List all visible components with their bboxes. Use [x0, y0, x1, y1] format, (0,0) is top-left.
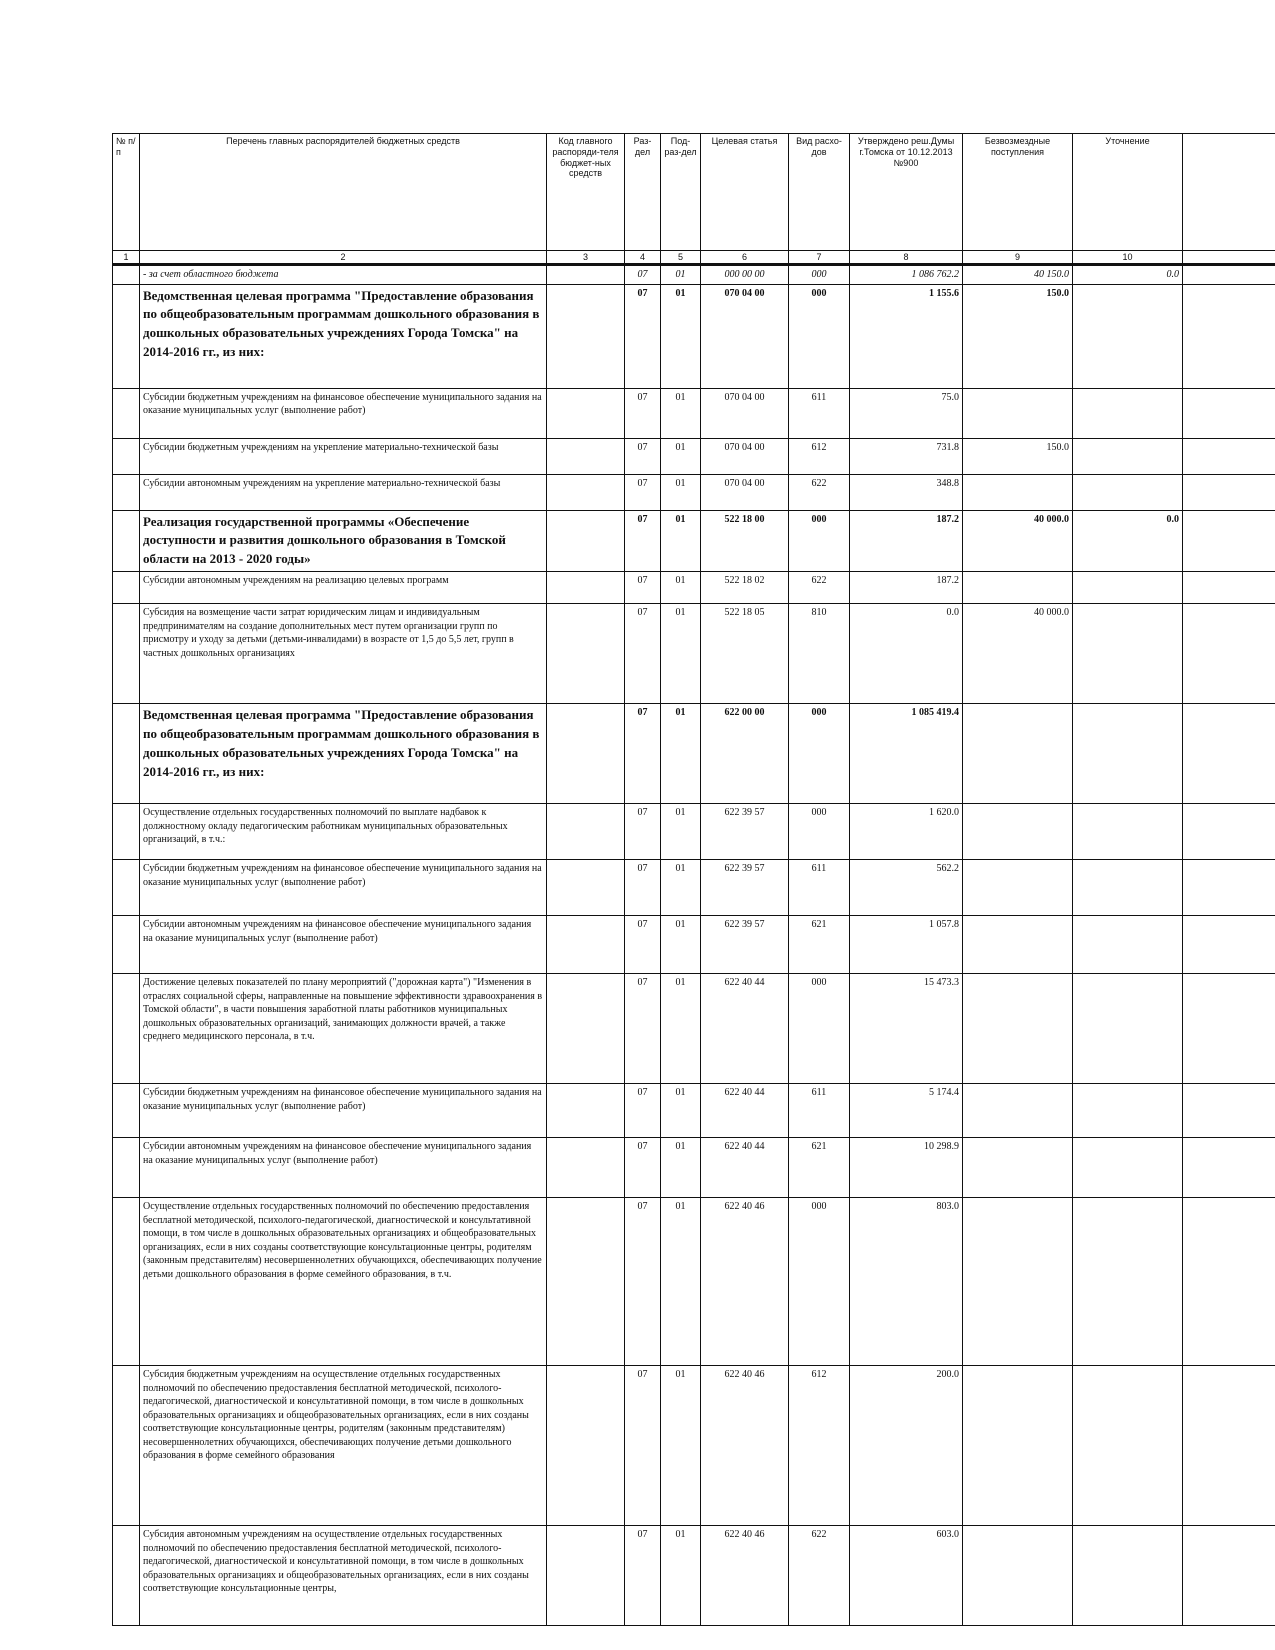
column-number: 1 — [113, 251, 140, 265]
table-row — [113, 804, 1275, 860]
row-article: 622 00 00 — [701, 704, 789, 804]
header-col-article: Целевая статья — [701, 134, 789, 251]
row-grants — [963, 916, 1073, 974]
row-approved: 75.0 — [850, 388, 963, 438]
row-grants: 40 000.0 — [963, 510, 1073, 572]
row-podrazdel: 01 — [661, 1198, 701, 1366]
header-col-podrazdel: Под-раз-дел — [661, 134, 701, 251]
table-row — [113, 572, 1275, 604]
column-number: 8 — [850, 251, 963, 265]
row-grants — [963, 704, 1073, 804]
row-vid: 622 — [789, 474, 850, 510]
row-article: 522 18 00 — [701, 510, 789, 572]
row-article: 622 40 46 — [701, 1198, 789, 1366]
row-approved: 731.8 — [850, 438, 963, 474]
column-number: 7 — [789, 251, 850, 265]
header-col-code: Код главного распоряди-теля бюджет-ных средств — [547, 134, 625, 251]
row-refine — [1073, 572, 1183, 604]
row-vid: 612 — [789, 438, 850, 474]
row-article: 000 00 00 — [701, 265, 789, 285]
row-refine — [1073, 438, 1183, 474]
row-name: Субсидии бюджетным учреждениям на финансовое обеспечение муниципального задания на оказание муниципальных услуг (выполнение работ) — [140, 388, 547, 438]
row-article: 622 40 46 — [701, 1526, 789, 1626]
row-refine: 0.0 — [1073, 510, 1183, 572]
row-article: 622 40 44 — [701, 1138, 789, 1198]
row-razdel: 07 — [625, 974, 661, 1084]
table-row — [113, 1526, 1275, 1626]
row-approved: 1 086 762.2 — [850, 265, 963, 285]
row-razdel: 07 — [625, 604, 661, 704]
row-approved: 0.0 — [850, 604, 963, 704]
row-grants — [963, 572, 1073, 604]
row-article: 522 18 02 — [701, 572, 789, 604]
row-razdel: 07 — [625, 474, 661, 510]
row-grants — [963, 1198, 1073, 1366]
row-refine: 0.0 — [1073, 265, 1183, 285]
row-name: Ведомственная целевая программа "Предоставление образования по общеобразовательным программам дошкольного образования в дошкольных образовательных учреждениях Города Томска" на 2014-2016 гг., из них: — [140, 704, 547, 804]
row-refine — [1073, 974, 1183, 1084]
column-number-row — [113, 251, 1275, 265]
row-approved: 1 155.6 — [850, 284, 963, 388]
row-grants: 150.0 — [963, 438, 1073, 474]
row-article: 070 04 00 — [701, 388, 789, 438]
column-number: 6 — [701, 251, 789, 265]
header-col-razdel: Раз-дел — [625, 134, 661, 251]
row-approved: 5 174.4 — [850, 1084, 963, 1138]
row-grants: 150.0 — [963, 284, 1073, 388]
row-grants — [963, 974, 1073, 1084]
row-approved: 562.2 — [850, 860, 963, 916]
table-row — [113, 474, 1275, 510]
column-number: 3 — [547, 251, 625, 265]
row-vid: 000 — [789, 804, 850, 860]
row-name: Субсидии автономным учреждениям на укрепление материально-технической базы — [140, 474, 547, 510]
row-name: Субсидия автономным учреждениям на осуществление отдельных государственных полномочий по обеспечению предоставления бесплатной методической, психолого-педагогической, диагностической и консультативной помощи, в том числе в дошкольных образовательных организациях и общеобразовательных организациях, если в них созданы соответствующие консультационные центры, — [140, 1526, 547, 1626]
row-refine — [1073, 1138, 1183, 1198]
row-grants — [963, 1084, 1073, 1138]
row-grants — [963, 860, 1073, 916]
header-col-num: № п/п — [113, 134, 140, 251]
row-refine — [1073, 604, 1183, 704]
row-refine — [1073, 1526, 1183, 1626]
row-approved: 1 057.8 — [850, 916, 963, 974]
row-name: Субсидии бюджетным учреждениям на финансовое обеспечение муниципального задания на оказание муниципальных услуг (выполнение работ) — [140, 860, 547, 916]
row-vid: 622 — [789, 572, 850, 604]
row-article: 622 39 57 — [701, 916, 789, 974]
row-grants: 40 000.0 — [963, 604, 1073, 704]
row-podrazdel: 01 — [661, 1084, 701, 1138]
row-refine — [1073, 388, 1183, 438]
table-row — [113, 916, 1275, 974]
row-refine — [1073, 804, 1183, 860]
row-podrazdel: 01 — [661, 510, 701, 572]
row-razdel: 07 — [625, 265, 661, 285]
row-article: 622 40 46 — [701, 1366, 789, 1526]
row-refine — [1073, 1366, 1183, 1526]
row-vid: 000 — [789, 265, 850, 285]
row-razdel: 07 — [625, 860, 661, 916]
table-row — [113, 704, 1275, 804]
header-col-approved: Утверждено реш.Думы г.Томска от 10.12.2013 №900 — [850, 134, 963, 251]
row-refine — [1073, 1084, 1183, 1138]
row-article: 522 18 05 — [701, 604, 789, 704]
row-refine — [1073, 916, 1183, 974]
row-name: Реализация государственной программы «Обеспечение доступности и развития дошкольного образования в Томской области на 2013 - 2020 годы» — [140, 510, 547, 572]
row-name: Субсидии бюджетным учреждениям на финансовое обеспечение муниципального задания на оказание муниципальных услуг (выполнение работ) — [140, 1084, 547, 1138]
table-row — [113, 604, 1275, 704]
row-article: 622 40 44 — [701, 1084, 789, 1138]
row-vid: 611 — [789, 1084, 850, 1138]
row-podrazdel: 01 — [661, 974, 701, 1084]
row-refine — [1073, 284, 1183, 388]
column-number: 4 — [625, 251, 661, 265]
row-podrazdel: 01 — [661, 572, 701, 604]
row-grants — [963, 1526, 1073, 1626]
row-podrazdel: 01 — [661, 1366, 701, 1526]
row-approved: 200.0 — [850, 1366, 963, 1526]
row-approved: 187.2 — [850, 572, 963, 604]
row-vid: 621 — [789, 916, 850, 974]
row-approved: 348.8 — [850, 474, 963, 510]
row-razdel: 07 — [625, 1526, 661, 1626]
row-vid: 622 — [789, 1526, 850, 1626]
row-razdel: 07 — [625, 1138, 661, 1198]
row-approved: 10 298.9 — [850, 1138, 963, 1198]
column-number: 10 — [1073, 251, 1183, 265]
row-razdel: 07 — [625, 438, 661, 474]
row-approved: 1 085 419.4 — [850, 704, 963, 804]
row-podrazdel: 01 — [661, 860, 701, 916]
row-podrazdel: 01 — [661, 604, 701, 704]
row-article: 070 04 00 — [701, 284, 789, 388]
budget-table — [112, 133, 1275, 1626]
column-number: 9 — [963, 251, 1073, 265]
row-vid: 000 — [789, 704, 850, 804]
row-podrazdel: 01 — [661, 916, 701, 974]
row-article: 070 04 00 — [701, 438, 789, 474]
table-row — [113, 438, 1275, 474]
row-podrazdel: 01 — [661, 438, 701, 474]
table-row — [113, 1084, 1275, 1138]
row-approved: 15 473.3 — [850, 974, 963, 1084]
row-article: 070 04 00 — [701, 474, 789, 510]
row-vid: 000 — [789, 510, 850, 572]
row-approved: 803.0 — [850, 1198, 963, 1366]
table-row — [113, 388, 1275, 438]
row-vid: 612 — [789, 1366, 850, 1526]
header-col-grants: Безвозмездные поступления — [963, 134, 1073, 251]
row-article: 622 40 44 — [701, 974, 789, 1084]
row-article: 622 39 57 — [701, 860, 789, 916]
row-razdel: 07 — [625, 1084, 661, 1138]
table-header-row — [113, 134, 1275, 251]
row-name: Субсидия бюджетным учреждениям на осуществление отдельных государственных полномочий по обеспечению предоставления бесплатной методической, психолого-педагогической, диагностической и консультативной помощи, в том числе в дошкольных образовательных организациях и общеобразовательных организациях, если в них созданы соответствующие консультационные центры, родителям (законным представителям) несовершеннолетних обучающихся, обеспечивающих получение детьми дошкольного образования в форме семейного образования — [140, 1366, 547, 1526]
row-vid: 000 — [789, 974, 850, 1084]
row-vid: 810 — [789, 604, 850, 704]
row-name: Субсидии автономным учреждениям на финансовое обеспечение муниципального задания на оказание муниципальных услуг (выполнение работ) — [140, 1138, 547, 1198]
row-grants: 40 150.0 — [963, 265, 1073, 285]
table-row — [113, 510, 1275, 572]
table-row — [113, 1198, 1275, 1366]
row-grants — [963, 388, 1073, 438]
row-razdel: 07 — [625, 1366, 661, 1526]
row-razdel: 07 — [625, 704, 661, 804]
column-number: 5 — [661, 251, 701, 265]
row-grants — [963, 1366, 1073, 1526]
row-refine — [1073, 704, 1183, 804]
column-number — [1183, 251, 1275, 265]
row-vid: 611 — [789, 860, 850, 916]
header-col-extra — [1183, 134, 1275, 251]
header-col-refine: Уточнение — [1073, 134, 1183, 251]
row-name: Осуществление отдельных государственных полномочий по обеспечению предоставления бесплатной методической, психолого-педагогической, диагностической и консультативной помощи, в том числе в дошкольных образовательных организациях и общеобразовательных организациях, если в них созданы соответствующие консультационные центры, родителям (законным представителям) несовершеннолетних обучающихся, обеспечивающих получение детьми дошкольного образования в форме семейного образования, в т.ч. — [140, 1198, 547, 1366]
row-podrazdel: 01 — [661, 388, 701, 438]
row-podrazdel: 01 — [661, 704, 701, 804]
row-name: Субсидии автономным учреждениям на реализацию целевых программ — [140, 572, 547, 604]
table-row — [113, 860, 1275, 916]
header-col-vid: Вид расхо-дов — [789, 134, 850, 251]
header-col-name: Перечень главных распорядителей бюджетных средств — [140, 134, 547, 251]
row-grants — [963, 804, 1073, 860]
row-razdel: 07 — [625, 510, 661, 572]
table-row — [113, 265, 1275, 285]
row-razdel: 07 — [625, 572, 661, 604]
row-refine — [1073, 474, 1183, 510]
table-row — [113, 974, 1275, 1084]
row-grants — [963, 1138, 1073, 1198]
table-row — [113, 1366, 1275, 1526]
row-vid: 000 — [789, 284, 850, 388]
row-podrazdel: 01 — [661, 265, 701, 285]
row-razdel: 07 — [625, 916, 661, 974]
row-razdel: 07 — [625, 804, 661, 860]
row-razdel: 07 — [625, 284, 661, 388]
row-razdel: 07 — [625, 1198, 661, 1366]
row-vid: 611 — [789, 388, 850, 438]
column-number: 2 — [140, 251, 547, 265]
row-approved: 603.0 — [850, 1526, 963, 1626]
row-approved: 187.2 — [850, 510, 963, 572]
table-row — [113, 284, 1275, 388]
row-refine — [1073, 1198, 1183, 1366]
row-name: Ведомственная целевая программа "Предоставление образования по общеобразовательным программам дошкольного образования в дошкольных образовательных учреждениях Города Томска" на 2014-2016 гг., из них: — [140, 284, 547, 388]
row-vid: 000 — [789, 1198, 850, 1366]
row-name: Субсидии бюджетным учреждениям на укрепление материально-технической базы — [140, 438, 547, 474]
row-podrazdel: 01 — [661, 1526, 701, 1626]
row-vid: 621 — [789, 1138, 850, 1198]
table-row — [113, 1138, 1275, 1198]
row-name: Достижение целевых показателей по плану мероприятий ("дорожная карта") "Изменения в отраслях социальной сферы, направленные на повышение эффективности здравоохранения в Томской области", в части повышения заработной платы работников муниципальных дошкольных образовательных организаций, занимающих должности врачей, а также среднего медицинского персонала, в т.ч. — [140, 974, 547, 1084]
row-name: Субсидии автономным учреждениям на финансовое обеспечение муниципального задания на оказание муниципальных услуг (выполнение работ) — [140, 916, 547, 974]
row-name: Осуществление отдельных государственных полномочий по выплате надбавок к должностному окладу педагогическим работникам муниципальных образовательных организаций, в т.ч.: — [140, 804, 547, 860]
row-grants — [963, 474, 1073, 510]
row-name: - за счет областного бюджета — [140, 265, 547, 285]
row-name: Субсидия на возмещение части затрат юридическим лицам и индивидуальным предпринимателям на создание дополнительных мест путем организации групп по присмотру и уходу за детьми (детьми-инвалидами) в возрасте от 1,5 до 5,5 лет, групп в частных дошкольных организациях — [140, 604, 547, 704]
row-podrazdel: 01 — [661, 284, 701, 388]
row-refine — [1073, 860, 1183, 916]
row-approved: 1 620.0 — [850, 804, 963, 860]
row-razdel: 07 — [625, 388, 661, 438]
row-article: 622 39 57 — [701, 804, 789, 860]
row-podrazdel: 01 — [661, 474, 701, 510]
row-podrazdel: 01 — [661, 804, 701, 860]
row-podrazdel: 01 — [661, 1138, 701, 1198]
